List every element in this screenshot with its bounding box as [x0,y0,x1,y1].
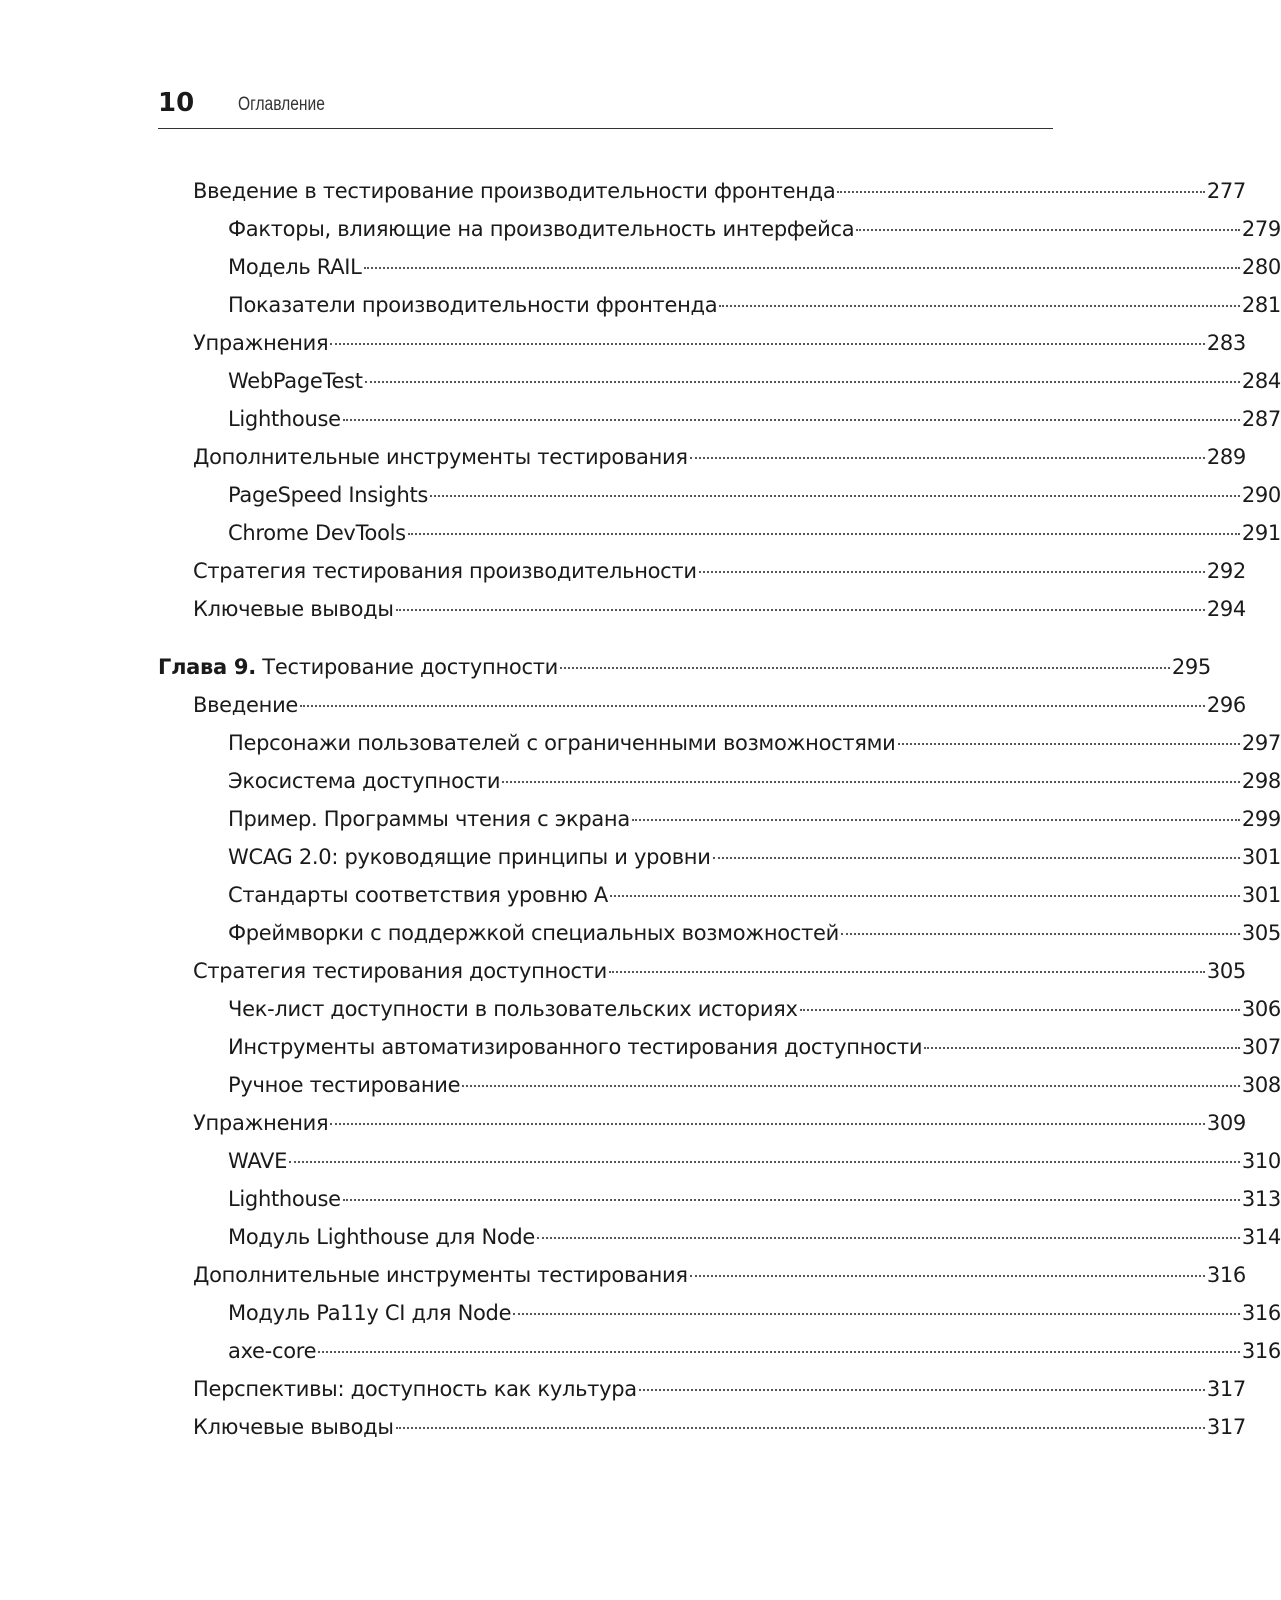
dot-leader [632,818,1240,821]
toc-entry-title: Перспективы: доступность как культура [193,1377,637,1401]
toc-entry-page: 281 [1241,293,1281,317]
toc-entry-title: Факторы, влияющие на производительность интерфейса [228,217,855,241]
toc-entry[interactable] [0,326,1246,360]
toc-entry[interactable] [0,402,1281,436]
page-number: 10 [158,88,195,118]
toc-entry-page: 283 [1206,331,1246,355]
toc-entry[interactable] [0,764,1281,798]
toc-entry[interactable] [0,1030,1281,1064]
dot-leader [560,666,1170,669]
dot-leader [343,418,1240,421]
dot-leader [690,456,1205,459]
dot-leader [924,1046,1240,1049]
toc-entry-page: 279 [1241,217,1281,241]
toc-entry[interactable] [0,1220,1281,1254]
toc-entry[interactable] [0,688,1246,722]
toc-entry-page: 291 [1241,521,1281,545]
toc-entry-title: Введение [193,693,299,717]
toc-entry[interactable] [0,174,1246,208]
toc-entry-title: Упражнения [193,1111,329,1135]
toc-entry-title: axe-core [228,1339,317,1363]
toc-entry-title: Lighthouse [228,1187,341,1211]
dot-leader [699,570,1205,573]
toc-entry-title: Введение в тестирование производительности фронтенда [193,179,836,203]
dot-leader [841,932,1240,935]
toc-entry[interactable] [0,840,1281,874]
toc-entry-title: Пример. Программы чтения с экрана [228,807,630,831]
toc-entry[interactable] [0,478,1281,512]
toc-entry-page: 301 [1241,845,1281,869]
toc-entry-title: PageSpeed Insights [228,483,429,507]
toc-entry-page: 297 [1241,731,1281,755]
toc-entry[interactable] [0,1296,1281,1330]
toc-entry[interactable] [0,364,1281,398]
toc-entry[interactable] [0,1334,1281,1368]
toc-entry-title: Ручное тестирование [228,1073,461,1097]
toc-entry-page: 308 [1241,1073,1281,1097]
toc-entry-page: 295 [1171,655,1211,679]
running-section-title: Оглавление [238,94,325,115]
toc-entry-page: 277 [1206,179,1246,203]
dot-leader [639,1388,1205,1391]
toc-entry[interactable] [0,554,1246,588]
dot-leader [330,342,1205,345]
toc-entry-page: 316 [1206,1263,1246,1287]
toc-entry-page: 316 [1241,1301,1281,1325]
toc-entry-page: 313 [1241,1187,1281,1211]
toc-entry-page: 310 [1241,1149,1281,1173]
toc-entry-title: Дополнительные инструменты тестирования [193,1263,688,1287]
toc-entry-title: WCAG 2.0: руководящие принципы и уровни [228,845,711,869]
toc-entry-page: 299 [1241,807,1281,831]
toc-entry-title: Показатели производительности фронтенда [228,293,718,317]
toc-entry-page: 305 [1206,959,1246,983]
chapter-title: Тестирование доступности [262,655,558,679]
toc-entry-title: Стратегия тестирования доступности [193,959,608,983]
toc-entry-page: 294 [1206,597,1246,621]
running-head [158,88,1053,129]
toc-entry-page: 309 [1206,1111,1246,1135]
toc-entry-title: Инструменты автоматизированного тестирования доступности [228,1035,923,1059]
dot-leader [609,970,1205,973]
toc-entry-title: Упражнения [193,331,329,355]
toc-entry-page: 280 [1241,255,1281,279]
toc-entry-title: Стратегия тестирования производительности [193,559,697,583]
toc-entry-title: Модуль Pa11y CI для Node [228,1301,512,1325]
toc-entry-title: Фреймворки с поддержкой специальных возможностей [228,921,839,945]
toc-entry-page: 296 [1206,693,1246,717]
toc-entry-page: 314 [1241,1225,1281,1249]
toc-chapter-entry[interactable] [0,650,1211,684]
toc-entry[interactable] [0,592,1246,626]
dot-leader [396,1426,1205,1429]
toc-entry[interactable] [0,1258,1246,1292]
toc-entry[interactable] [0,802,1281,836]
toc-entry[interactable] [0,992,1281,1026]
dot-leader [300,704,1205,707]
toc-entry-title: Персонажи пользователей с ограниченными возможностями [228,731,896,755]
toc-entry-title: Стандарты соответствия уровню A [228,883,608,907]
toc-entry-page: 284 [1241,369,1281,393]
toc-entry[interactable] [0,288,1281,322]
dot-leader [856,228,1240,231]
toc-entry-page: 306 [1241,997,1281,1021]
dot-leader [330,1122,1205,1125]
toc-entry-title: Модуль Lighthouse для Node [228,1225,536,1249]
dot-leader [396,608,1205,611]
toc-entry-page: 307 [1241,1035,1281,1059]
dot-leader [513,1312,1240,1315]
toc-entry-page: 317 [1206,1377,1246,1401]
dot-leader [502,780,1240,783]
toc-entry[interactable] [0,1068,1281,1102]
dot-leader [800,1008,1240,1011]
toc-entry[interactable] [0,1182,1281,1216]
dot-leader [719,304,1240,307]
toc-entry-title: Чек-лист доступности в пользовательских историях [228,997,798,1021]
toc-entry-page: 290 [1241,483,1281,507]
toc-entry[interactable] [0,1410,1246,1444]
toc-entry-title: Ключевые выводы [193,597,394,621]
toc-entry-title: Chrome DevTools [228,521,406,545]
chapter-number: Глава 9. [158,655,256,679]
toc-entry-page: 317 [1206,1415,1246,1439]
dot-leader [537,1236,1240,1239]
toc-entry-title: Ключевые выводы [193,1415,394,1439]
dot-leader [289,1160,1240,1163]
toc-entry[interactable] [0,1106,1246,1140]
dot-leader [408,532,1240,535]
toc-entry-page: 289 [1206,445,1246,469]
toc-entry-title: Lighthouse [228,407,341,431]
toc-entry[interactable] [0,878,1281,912]
toc-entry-title [158,650,558,684]
dot-leader [610,894,1240,897]
toc-entry[interactable] [0,1144,1281,1178]
dot-leader [837,190,1204,193]
toc-entry-title: Модель RAIL [228,255,362,279]
toc-entry-title: Дополнительные инструменты тестирования [193,445,688,469]
toc-entry[interactable] [0,916,1281,950]
toc-entry-page: 305 [1241,921,1281,945]
toc-entry-page: 292 [1206,559,1246,583]
toc-entry[interactable] [0,516,1281,550]
toc-entry-title: WebPageTest [228,369,363,393]
dot-leader [898,742,1240,745]
dot-leader [343,1198,1240,1201]
dot-leader [462,1084,1240,1087]
toc-entry[interactable] [0,440,1246,474]
toc-entry-page: 316 [1241,1339,1281,1363]
toc-entry[interactable] [0,212,1281,246]
dot-leader [430,494,1240,497]
dot-leader [365,380,1240,383]
toc-entry-page: 298 [1241,769,1281,793]
toc-entry[interactable] [0,1372,1246,1406]
toc-entry-page: 301 [1241,883,1281,907]
toc-entry-page: 287 [1241,407,1281,431]
dot-leader [690,1274,1205,1277]
toc-entry-title: Экосистема доступности [228,769,501,793]
dot-leader [364,266,1240,269]
toc-entry[interactable] [0,954,1246,988]
dot-leader [318,1350,1240,1353]
toc-entry[interactable] [0,250,1281,284]
dot-leader [713,856,1240,859]
toc-entry-title: WAVE [228,1149,288,1173]
toc-entry[interactable] [0,726,1281,760]
